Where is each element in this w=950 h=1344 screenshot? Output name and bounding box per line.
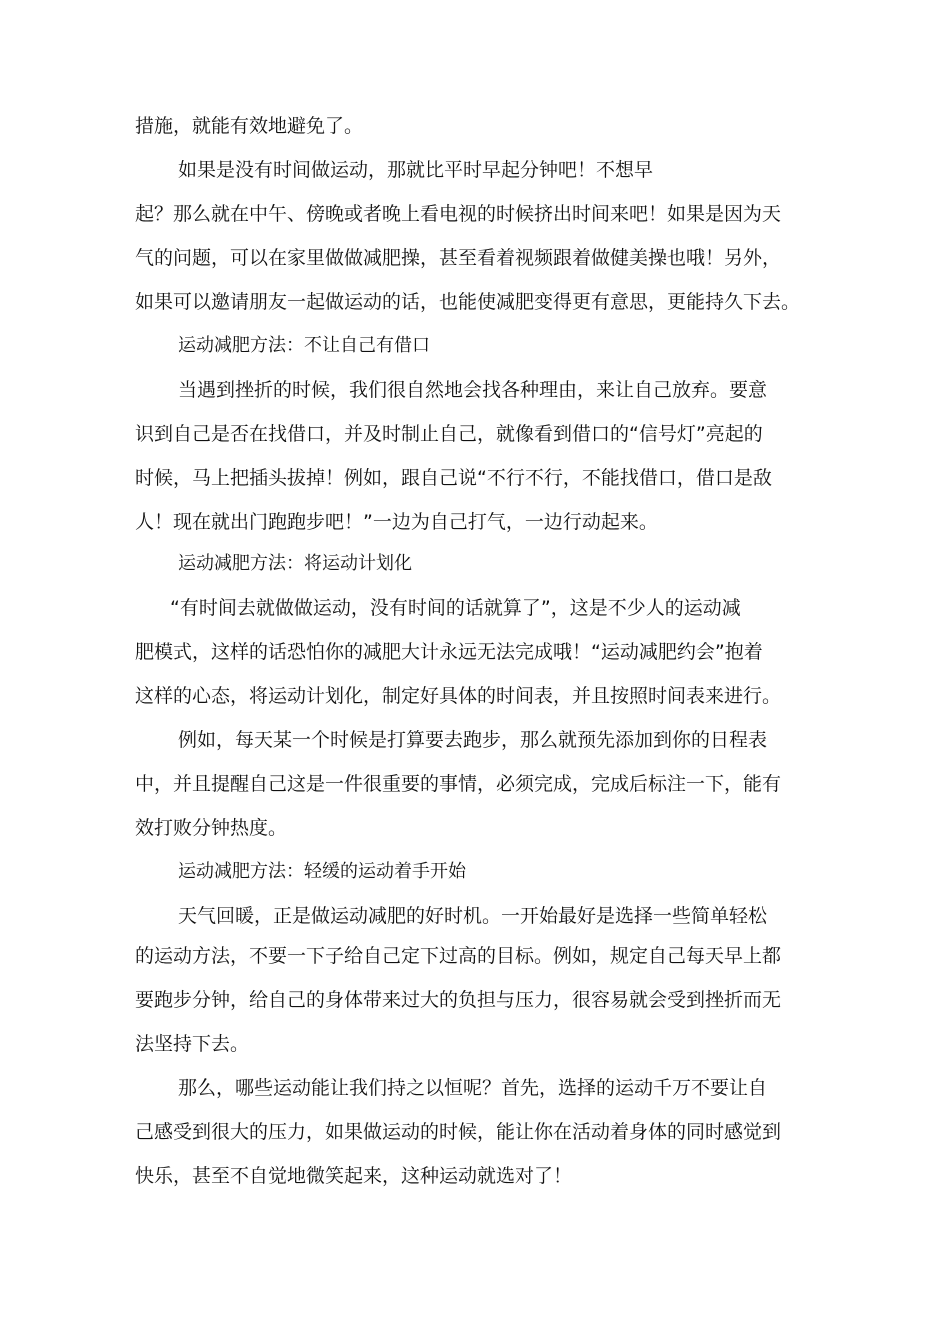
body-text-line: 效打败分钟热度。 [135,817,288,839]
body-text-line: 快乐，甚至不自觉地微笑起来，这种运动就选对了！ [135,1165,573,1187]
paragraph-first-line: 例如，每天某一个时候是打算要去跑步，那么就预先添加到你的日程表 [178,729,768,751]
section-heading: 运动减肥方法：不让自己有借口 [178,335,430,356]
paragraph-first-line: 如果是没有时间做运动，那就比平时早起分钟吧！不想早 [178,159,654,181]
body-text-line: 如果可以邀请朋友一起做运动的话，也能使减肥变得更有意思，更能持久下去。 [135,291,801,313]
paragraph-first-line: 当遇到挫折的时候，我们很自然地会找各种理由，来让自己放弃。要意 [178,379,768,401]
body-text-line: 起？那么就在中午、傍晚或者晚上看电视的时候挤出时间来吧！如果是因为天 [135,203,782,225]
body-text-line: 要跑步分钟，给自己的身体带来过大的负担与压力，很容易就会受到挫折而无 [135,989,782,1011]
body-text-line: 措施，就能有效地避免了。 [135,115,364,137]
section-heading: 运动减肥方法：将运动计划化 [178,553,412,574]
paragraph-first-line: 天气回暖，正是做运动减肥的好时机。一开始最好是选择一些简单轻松 [178,905,768,927]
body-text-line: 这样的心态，将运动计划化，制定好具体的时间表，并且按照时间表来进行。 [135,685,782,707]
body-text-line: 的运动方法，不要一下子给自己定下过高的目标。例如，规定自己每天早上都 [135,945,782,967]
body-text-line: 肥模式，这样的话恐怕你的减肥大计永远无法完成哦！“运动减肥约会”抱着 [135,641,763,663]
body-text-line: 中，并且提醒自己这是一件很重要的事情，必须完成，完成后标注一下，能有 [135,773,782,795]
body-text-line: 气的问题，可以在家里做做减肥操，甚至看着视频跟着做健美操也哦！另外， [135,247,782,269]
section-heading: 运动减肥方法：轻缓的运动着手开始 [178,861,466,882]
body-text-line: 己感受到很大的压力，如果做运动的时候，能让你在活动着身体的同时感觉到 [135,1121,782,1143]
body-text-line: 识到自己是否在找借口，并及时制止自己，就像看到借口的“信号灯”亮起的 [135,423,763,445]
body-text-line: 人！现在就出门跑跑步吧！”一边为自己打气，一边行动起来。 [135,511,658,533]
paragraph-first-line: “有时间去就做做运动，没有时间的话就算了”，这是不少人的运动减 [170,597,741,619]
paragraph-first-line: 那么，哪些运动能让我们持之以恒呢？首先，选择的运动千万不要让自 [178,1077,768,1099]
body-text-line: 法坚持下去。 [135,1033,250,1055]
body-text-line: 时候，马上把插头拔掉！例如，跟自己说“不行不行，不能找借口，借口是敌 [135,467,772,489]
